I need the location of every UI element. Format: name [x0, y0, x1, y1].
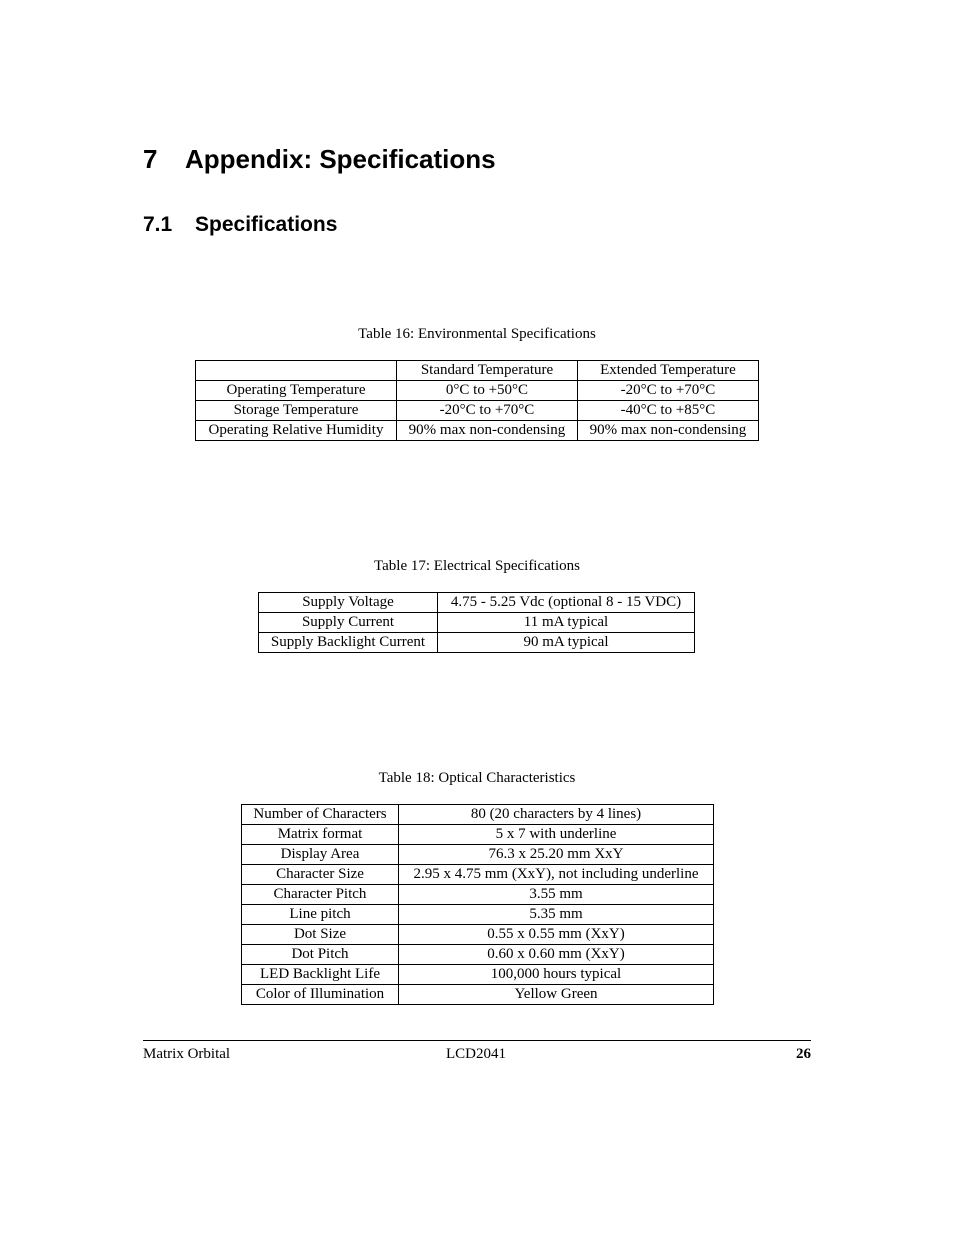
table-cell: 0.55 x 0.55 mm (XxY) — [399, 925, 714, 945]
table-cell: Display Area — [242, 845, 399, 865]
section-number: 7 — [143, 144, 158, 174]
table-row — [196, 421, 759, 441]
environmental-specifications-table — [195, 360, 759, 441]
table-cell: 0.60 x 0.60 mm (XxY) — [399, 945, 714, 965]
table16-caption: Table 16: Environmental Specifications — [358, 326, 596, 342]
subsection-title: Specifications — [195, 213, 338, 236]
table-cell: Dot Size — [242, 925, 399, 945]
table-cell: 90 mA typical — [438, 633, 695, 653]
table-cell: Character Size — [242, 865, 399, 885]
table-cell: 5.35 mm — [399, 905, 714, 925]
table-row — [196, 381, 759, 401]
table-cell: Character Pitch — [242, 885, 399, 905]
table-cell: 5 x 7 with underline — [399, 825, 714, 845]
section-title: Appendix: Specifications — [185, 144, 496, 174]
table-cell: -40°C to +85°C — [578, 401, 759, 421]
table-cell: 2.95 x 4.75 mm (XxY), not including underline — [399, 865, 714, 885]
table-cell: 90% max non-condensing — [397, 421, 578, 441]
table-header-row — [196, 361, 759, 381]
table-row — [242, 905, 714, 925]
footer-company: Matrix Orbital — [143, 1046, 231, 1062]
table-cell: Supply Current — [259, 613, 438, 633]
table-cell: 100,000 hours typical — [399, 965, 714, 985]
table-cell: Yellow Green — [399, 985, 714, 1005]
table-cell: 11 mA typical — [438, 613, 695, 633]
table-row — [196, 401, 759, 421]
table-row — [242, 885, 714, 905]
table-cell: LED Backlight Life — [242, 965, 399, 985]
subsection-heading — [143, 210, 337, 240]
table-cell: 90% max non-condensing — [578, 421, 759, 441]
table-cell: -20°C to +70°C — [578, 381, 759, 401]
footer-product: LCD2041 — [446, 1046, 506, 1062]
subsection-number: 7.1 — [143, 213, 173, 236]
table-row — [242, 825, 714, 845]
table-cell: 4.75 - 5.25 Vdc (optional 8 - 15 VDC) — [438, 593, 695, 613]
table-cell: 80 (20 characters by 4 lines) — [399, 805, 714, 825]
table-row — [242, 805, 714, 825]
table-cell: Matrix format — [242, 825, 399, 845]
table-cell: 0°C to +50°C — [397, 381, 578, 401]
table-header-cell: Standard Temperature — [397, 361, 578, 381]
table-cell: -20°C to +70°C — [397, 401, 578, 421]
table-row — [259, 633, 695, 653]
table-row — [242, 965, 714, 985]
table-header-cell — [196, 361, 397, 381]
table-cell: Supply Backlight Current — [259, 633, 438, 653]
table-cell: Operating Temperature — [196, 381, 397, 401]
table-cell: 76.3 x 25.20 mm XxY — [399, 845, 714, 865]
table-cell: Supply Voltage — [259, 593, 438, 613]
section-heading — [143, 140, 496, 178]
table-cell: Number of Characters — [242, 805, 399, 825]
table-row — [242, 945, 714, 965]
table-cell: Operating Relative Humidity — [196, 421, 397, 441]
table-cell: 3.55 mm — [399, 885, 714, 905]
table-header-cell: Extended Temperature — [578, 361, 759, 381]
electrical-specifications-table — [258, 592, 695, 653]
table-row — [242, 845, 714, 865]
table-cell: Dot Pitch — [242, 945, 399, 965]
table-cell: Storage Temperature — [196, 401, 397, 421]
table-cell: Line pitch — [242, 905, 399, 925]
table-row — [242, 925, 714, 945]
table-row — [259, 613, 695, 633]
table-row — [259, 593, 695, 613]
table18-caption: Table 18: Optical Characteristics — [378, 770, 576, 786]
table-cell: Color of Illumination — [242, 985, 399, 1005]
footer-divider — [143, 1040, 811, 1041]
table-row — [242, 865, 714, 885]
page-number: 26 — [796, 1046, 811, 1062]
table17-caption: Table 17: Electrical Specifications — [374, 558, 580, 574]
table-row — [242, 985, 714, 1005]
optical-characteristics-table — [241, 804, 714, 1005]
